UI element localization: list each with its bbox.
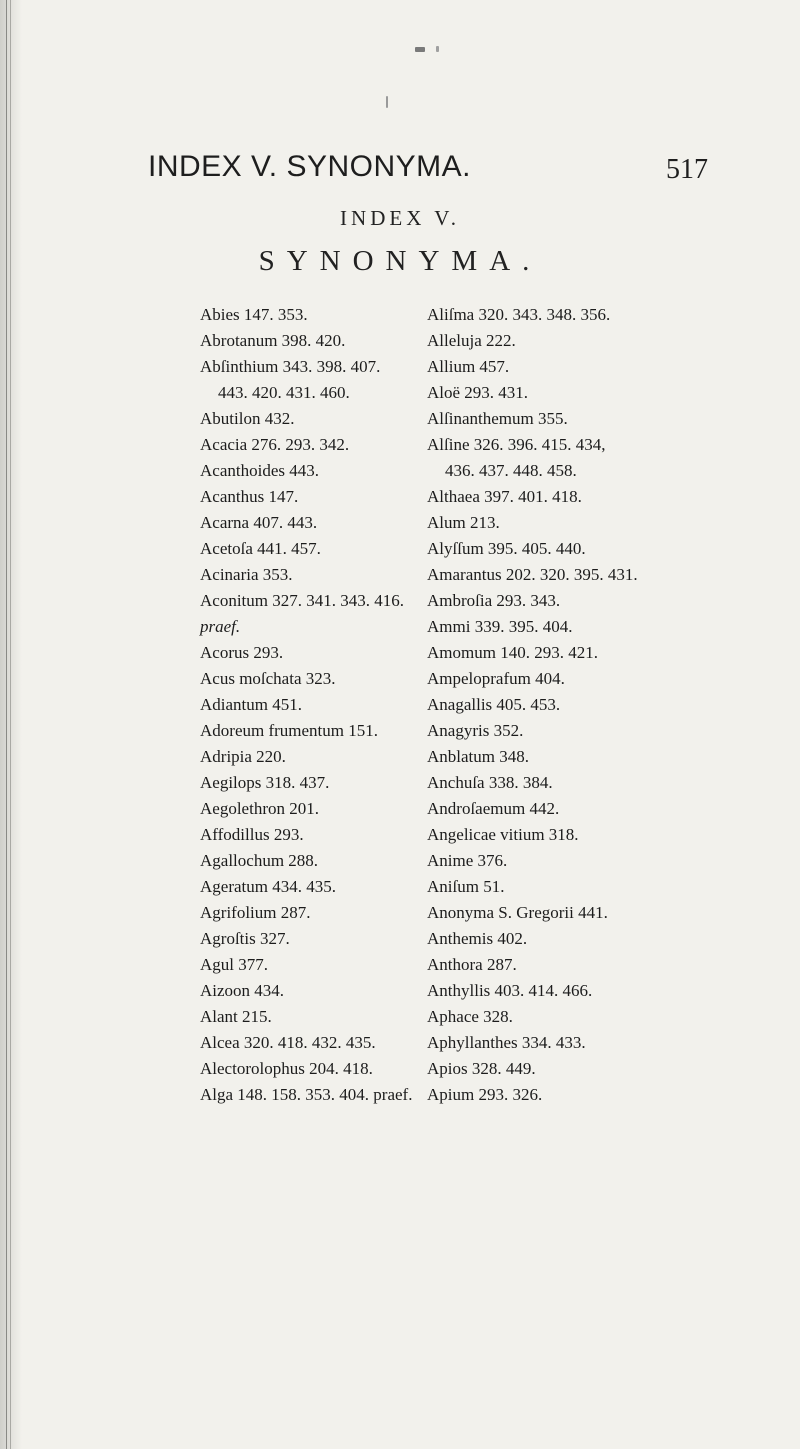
index-entry-continuation: 443. 420. 431. 460. xyxy=(218,383,350,402)
index-entry: Ampeloprafum 404. xyxy=(427,669,565,688)
ink-speck xyxy=(386,96,388,108)
index-entry: Anonyma S. Gregorii 441. xyxy=(427,903,608,922)
index-entry: Acanthoides 443. xyxy=(200,461,319,480)
index-entry: Aliſma 320. 343. 348. 356. xyxy=(427,305,611,324)
index-entry: Aizoon 434. xyxy=(200,981,285,1000)
index-entry: Ambroſia 293. 343. xyxy=(427,591,561,610)
index-entry: Acinaria 353. xyxy=(200,565,293,584)
index-entry: Aphace 328. xyxy=(427,1007,513,1026)
right-column xyxy=(427,302,638,1108)
index-entry: Alyſſum 395. 405. 440. xyxy=(427,539,586,558)
index-entry: Alga 148. 158. 353. 404. praef. xyxy=(200,1085,413,1104)
index-entry: Aloë 293. 431. xyxy=(427,383,529,402)
index-entry: Anthyllis 403. 414. 466. xyxy=(427,981,593,1000)
index-entry: Agul 377. xyxy=(200,955,268,974)
index-entry: Acorus 293. xyxy=(200,643,284,662)
index-entry: Acarna 407. 443. xyxy=(200,513,318,532)
index-entry: Aphyllanthes 334. 433. xyxy=(427,1033,586,1052)
index-entry: Althaea 397. 401. 418. xyxy=(427,487,582,506)
running-title: INDEX V. SYNONYMA. xyxy=(148,150,471,183)
index-entry: Alum 213. xyxy=(427,513,500,532)
index-entry: Acanthus 147. xyxy=(200,487,299,506)
index-entry: Amomum 140. 293. 421. xyxy=(427,643,598,662)
index-entry: Abies 147. 353. xyxy=(200,305,308,324)
index-entry-continuation: 436. 437. 448. 458. xyxy=(445,461,577,480)
index-entry: Acus moſchata 323. xyxy=(200,669,336,688)
index-entry: Apios 328. 449. xyxy=(427,1059,536,1078)
index-entry: Androſaemum 442. xyxy=(427,799,560,818)
index-entry: Aniſum 51. xyxy=(427,877,505,896)
index-entry: Agrifolium 287. xyxy=(200,903,311,922)
index-entry: Aegolethron 201. xyxy=(200,799,319,818)
left-column xyxy=(200,302,412,1108)
index-entry: Anagyris 352. xyxy=(427,721,524,740)
index-entry: Adiantum 451. xyxy=(200,695,302,714)
index-entry: Acacia 276. 293. 342. xyxy=(200,435,350,454)
ink-speck xyxy=(436,46,439,52)
index-entry: Agallochum 288. xyxy=(200,851,319,870)
index-entry: Affodillus 293. xyxy=(200,825,304,844)
index-entry: Ageratum 434. 435. xyxy=(200,877,336,896)
ink-speck xyxy=(415,47,425,52)
section-title: SYNONYMA. xyxy=(258,245,542,277)
index-entry: Agroſtis 327. xyxy=(200,929,290,948)
index-entry: Alleluja 222. xyxy=(427,331,516,350)
index-entry: Amarantus 202. 320. 395. 431. xyxy=(427,565,638,584)
index-entry: Abrotanum 398. 420. xyxy=(200,331,346,350)
index-entry: Anblatum 348. xyxy=(427,747,529,766)
index-entry: Angelicae vitium 318. xyxy=(427,825,579,844)
index-entry: Abſinthium 343. 398. 407. xyxy=(200,357,381,376)
index-entry: Alectorolophus 204. 418. xyxy=(200,1059,373,1078)
page-number: 517 xyxy=(666,154,708,185)
index-entry: Aegilops 318. 437. xyxy=(200,773,330,792)
index-entry: Alcea 320. 418. 432. 435. xyxy=(200,1033,376,1052)
index-entry: Anthemis 402. xyxy=(427,929,528,948)
index-entry: Acetoſa 441. 457. xyxy=(200,539,321,558)
index-entry: Apium 293. 326. xyxy=(427,1085,543,1104)
index-entry: Adoreum frumentum 151. xyxy=(200,721,378,740)
running-head xyxy=(148,150,708,194)
index-label: INDEX V. xyxy=(340,206,460,230)
index-entry-note: praef. xyxy=(200,617,241,636)
index-entry: Allium 457. xyxy=(427,357,510,376)
index-entry: Anthora 287. xyxy=(427,955,517,974)
index-entry: Aconitum 327. 341. 343. 416. xyxy=(200,591,404,610)
index-entry: Alſine 326. 396. 415. 434, xyxy=(427,435,606,454)
index-entry: Alſinanthemum 355. xyxy=(427,409,568,428)
index-entry: Adripia 220. xyxy=(200,747,286,766)
index-entry: Anime 376. xyxy=(427,851,508,870)
index-entry: Anchuſa 338. 384. xyxy=(427,773,553,792)
index-entry: Anagallis 405. 453. xyxy=(427,695,561,714)
index-entry: Ammi 339. 395. 404. xyxy=(427,617,573,636)
index-entry: Alant 215. xyxy=(200,1007,272,1026)
index-entry: Abutilon 432. xyxy=(200,409,295,428)
